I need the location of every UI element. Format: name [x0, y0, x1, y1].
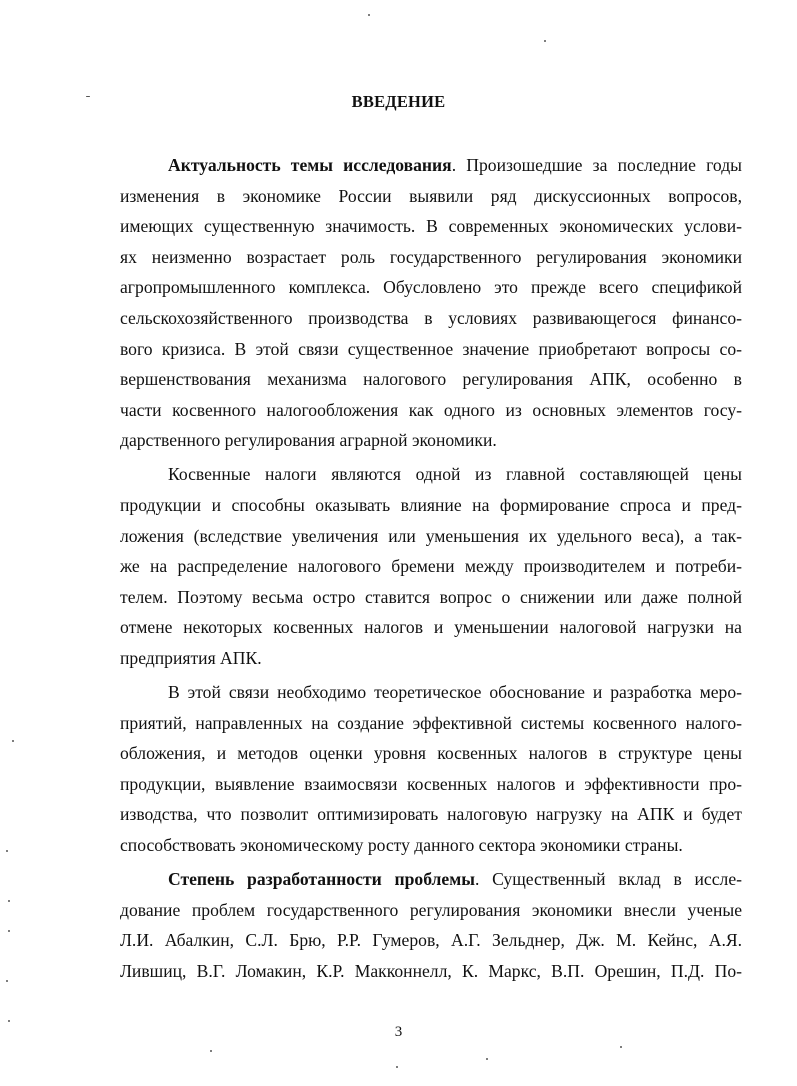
page-number: 3 — [394, 1024, 403, 1040]
scan-speck — [6, 850, 8, 852]
paragraph-line: вершенствования механизма налогового регулирования АПК, особенно в — [120, 369, 742, 390]
paragraph-line: дарственного регулирования аграрной экономики. — [120, 430, 497, 451]
paragraph-line: Степень разработанности проблемы. Существенный вклад в иссле- — [168, 869, 742, 890]
paragraph-line: ложения (вследствие увеличения или уменьшения их удельного веса), а так- — [120, 525, 742, 546]
scan-speck — [210, 1050, 212, 1052]
paragraph-line: изводства, что позволит оптимизировать налоговую нагрузку на АПК и будет — [120, 804, 742, 825]
paragraph-line: обложения, и методов оценки уровня косвенных налогов в структуре цены — [120, 743, 742, 764]
paragraph-line: вого кризиса. В этой связи существенное значение приобретают вопросы со- — [120, 338, 742, 359]
scan-speck — [620, 1046, 622, 1048]
scan-speck — [6, 980, 8, 982]
scan-speck — [368, 14, 370, 16]
scan-speck — [8, 1020, 10, 1022]
paragraph-line: отмене некоторых косвенных налогов и уменьшении налоговой нагрузки на — [120, 617, 742, 638]
paragraph-line: телем. Поэтому весьма остро ставится вопрос о снижении или даже полной — [120, 586, 742, 607]
paragraph-line: Косвенные налоги являются одной из главной составляющей цены — [168, 464, 742, 485]
paragraph-line: агропромышленного комплекса. Обусловлено это прежде всего спецификой — [120, 277, 742, 298]
paragraph-line: способствовать экономическому росту данного сектора экономики страны. — [120, 835, 683, 856]
scan-speck — [8, 900, 10, 902]
paragraph-line: же на распределение налогового бремени между производителем и потреби- — [120, 556, 742, 577]
paragraph-line: имеющих существенную значимость. В современных экономических услови- — [120, 216, 742, 237]
paragraph-line: продукции и способны оказывать влияние на формирование спроса и пред- — [120, 495, 742, 516]
document-body — [120, 150, 742, 987]
paragraph-line: Актуальность темы исследования. Произошедшие за последние годы — [168, 155, 742, 175]
paragraph-line: приятий, направленных на создание эффективной системы косвенного налого- — [120, 712, 742, 733]
scan-speck — [86, 96, 90, 97]
paragraph-line: части косвенного налогообложения как одного из основных элементов госу- — [120, 399, 742, 420]
paragraph-line: В этой связи необходимо теоретическое обоснование и разработка меро- — [168, 682, 742, 703]
paragraph-line: Лившиц, В.Г. Ломакин, К.Р. Макконнелл, К. Маркс, В.П. Орешин, П.Д. По- — [120, 960, 742, 981]
paragraph-line: предприятия АПК. — [120, 648, 262, 668]
section-heading-inline: Степень разработанности проблемы — [168, 869, 475, 890]
scan-speck — [8, 930, 10, 932]
paragraph-line: изменения в экономике России выявили ряд дискуссионных вопросов, — [120, 185, 742, 206]
scan-speck — [396, 1066, 398, 1068]
scan-speck — [486, 1058, 488, 1060]
paragraph-line: дование проблем государственного регулирования экономики внесли ученые — [120, 899, 742, 920]
paragraph-line: сельскохозяйственного производства в условиях развивающегося финансо- — [120, 307, 742, 328]
scan-speck — [12, 740, 14, 742]
page-title: ВВЕДЕНИЕ — [351, 92, 446, 111]
paragraph-line: ях неизменно возрастает роль государственного регулирования экономики — [120, 246, 742, 267]
section-heading-inline: Актуальность темы исследования — [168, 155, 452, 175]
paragraph-line: Л.И. Абалкин, С.Л. Брю, Р.Р. Гумеров, А.Г. Зельднер, Дж. М. Кейнс, А.Я. — [120, 930, 742, 951]
scan-speck — [544, 40, 546, 42]
paragraph-line: продукции, выявление взаимосвязи косвенных налогов и эффективности про- — [120, 773, 742, 794]
